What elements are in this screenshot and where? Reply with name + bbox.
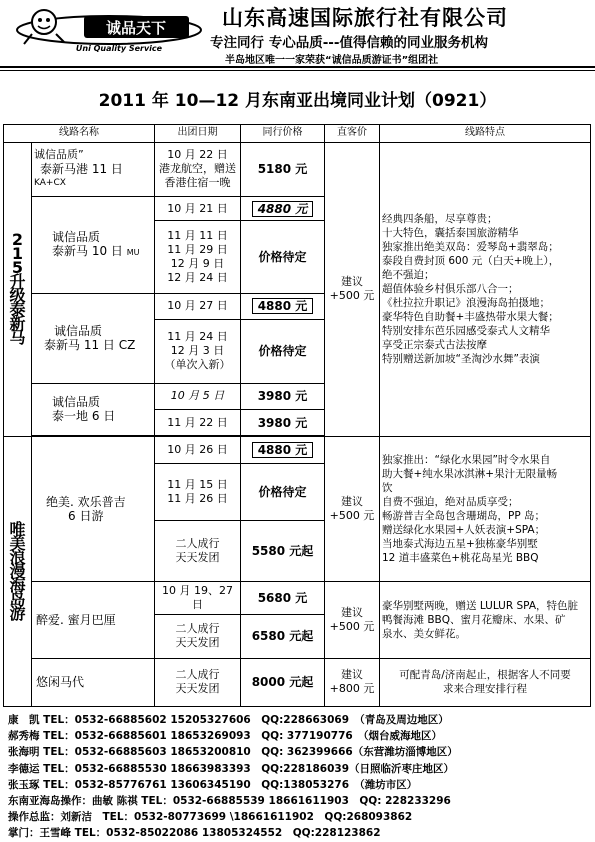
trade-price: 4880 元 [241,437,325,463]
departure-date: 11 月 15 日 11 月 26 日 [155,463,241,520]
header-rule-thin [0,70,595,71]
feature-line: 绝不强迫； [382,269,435,282]
feature-line: 超值体验乡村俱乐部八合一； [382,283,519,296]
contact-line: 康 凯 TEL：0532-66885602 15205327606 QQ:228663069 （青岛及周边地区） [8,714,449,726]
departure-date: 二人成行 天天发团 [155,520,241,581]
route-name: 诚信品质 泰一地 6 日 [32,383,155,436]
contact-list [8,712,593,842]
contact-line: 张海明 TEL：0532-66885603 18653200810 QQ: 362399666（东营潍坊淄博地区） [8,746,458,759]
trade-price: 5680 元 [241,581,325,614]
departure-date: 11 月 22 日 [155,409,241,435]
direct-price: 建议 +800 元 [325,658,380,706]
direct-price: 建议 +500 元 [325,142,380,437]
table-row [4,658,591,706]
group-label-thailand: 2 1 5 升 级 泰 新 马 [4,142,32,437]
direct-price: 建议 +500 元 [325,581,380,658]
departure-date: 10 月 27 日 [155,293,241,319]
trade-price: 价格待定 [241,221,325,293]
route-name: 悠闲马代 [32,658,155,706]
header [0,0,595,80]
header-date: 出团日期 [155,125,241,143]
departure-date: 11 月 24 日 12 月 3 日 （单次入新） [155,320,241,384]
feature-line: 12 道丰盛菜色+桃花岛星光 BBQ [382,552,539,565]
contact-line: 张玉琢 TEL：0532-85776761 13606345190 QQ:138053276 （潍坊市区） [8,778,418,791]
route-features [380,142,591,437]
departure-date: 10 月 19、27 日 [155,581,241,614]
feature-line: 求来合理安排行程 [443,683,527,696]
departure-date: 11 月 11 日 11 月 29 日 12 月 9 日 12 月 24 日 [155,221,241,293]
trade-price: 5580 元起 [241,520,325,581]
group-label-islands: 唯 美 浪 漫 海 岛 游 [4,437,32,707]
route-name: 诚信品质 泰新马 10 日 MU [32,197,155,293]
table-row [4,142,591,197]
feature-line: 当地泰式海边五星+独栋豪华别墅 [382,538,538,551]
feature-line: 《杜拉拉升职记》浪漫海岛拍摄地； [382,297,550,310]
company-slogan: 专注同行 专心品质---值得信赖的同业服务机构 [210,35,489,51]
feature-line: 特别赠送新加坡“圣淘沙水舞”表演 [382,353,540,366]
departure-date: 10 月 22 日 港龙航空，赠送 香港住宿一晚 [155,142,241,197]
feature-line: 独家推出：“绿化水果园”时令水果自 [382,454,551,467]
table-row [4,437,591,463]
contact-line: 掌门：王雪峰 TEL：0532-85022086 13805324552 QQ:228123862 [8,827,381,840]
tour-plan-table [3,124,591,707]
feature-line: 经典四条船，尽享尊贵； [382,213,498,226]
route-name: 醉爱. 蜜月巴厘 [32,581,155,658]
feature-line: 赠送绿化水果园+人妖表演+SPA； [382,524,546,537]
svg-text:诚品天下: 诚品天下 [105,19,167,37]
company-award: 半岛地区唯一一家荣获“诚信品质游证书”组团社 [225,55,439,66]
feature-line: 自费不强迫，绝对品质享受； [382,496,519,509]
route-name: 诚信品质 泰新马 11 日 CZ [32,293,155,383]
feature-line: 畅游普吉全岛包含珊瑚岛，PP 岛； [382,510,546,523]
header-direct-price: 直客价 [325,125,380,143]
departure-date: 10 月 26 日 [155,437,241,463]
header-route: 线路名称 [4,125,155,143]
departure-date: 10 月 5 日 [155,383,241,409]
feature-line: 特别安排东芭乐园感受泰式人文精华 [382,325,550,338]
route-name: 绝美. 欢乐普吉 6 日游 [32,437,155,582]
trade-price: 4880 元 [241,197,325,221]
header-trade-price: 同行价格 [241,125,325,143]
route-name: 诚信品质” 泰新马港 11 日 KA+CX [32,142,155,197]
contact-line: 东南亚海岛操作：曲敏 陈祺 TEL：0532-66885539 18661611903 QQ: 228233296 [8,795,451,808]
route-features [380,581,591,658]
header-features: 线路特点 [380,125,591,143]
company-name: 山东高速国际旅行社有限公司 [222,6,508,30]
feature-line: 泉水、美女鲜花。 [382,627,466,640]
header-rule [0,66,595,68]
route-features [380,658,591,706]
table-header-row [4,125,591,143]
feature-line: 饮 [382,482,393,495]
trade-price: 价格待定 [241,320,325,384]
feature-line: 助大餐+纯水果冰淇淋+果汁无限量畅 [382,468,558,481]
feature-line: 独家推出绝美双岛：爱琴岛+翡翠岛； [382,241,559,254]
departure-date: 10 月 21 日 [155,197,241,221]
trade-price: 价格待定 [241,463,325,520]
trade-price: 8000 元起 [241,658,325,706]
company-logo [14,4,204,54]
contact-line: 郝秀梅 TEL：0532-66885601 18653269093 QQ: 377190776 （烟台威海地区） [8,730,442,743]
feature-line: 鸭餐海滩 BBQ、蜜月花瓣床、水果、矿 [382,613,566,626]
feature-line: 豪华特色自助餐+丰盛热带水果大餐； [382,311,559,324]
feature-line: 享受正宗泰式古法按摩 [382,339,487,352]
plan-title: 2011 年 10—12 月东南亚出境同业计划（0921） [98,91,497,111]
direct-price: 建议 +500 元 [325,437,380,582]
route-features [380,437,591,582]
trade-price: 3980 元 [241,409,325,435]
feature-line: 豪华别墅两晚，赠送 LULUR SPA，特色脏 [382,599,579,612]
trade-price: 5180 元 [241,142,325,197]
departure-date: 二人成行 天天发团 [155,658,241,706]
contact-line: 操作总监：刘新洁 TEL：0532-80773699 \18661611902 QQ:268093862 [8,811,413,824]
feature-line: 可配青岛/济南起止，根据客人不同要 [399,669,571,682]
trade-price: 4880 元 [241,293,325,319]
svg-text:Uni Quality Service: Uni Quality Service [75,44,163,53]
feature-line: 十大特色，囊括泰国旅游精华 [382,227,519,240]
table-row [4,581,591,614]
trade-price: 6580 元起 [241,614,325,658]
feature-line: 泰段自费封顶 600 元（白天+晚上）， [382,255,560,268]
departure-date: 二人成行 天天发团 [155,614,241,658]
trade-price: 3980 元 [241,383,325,409]
contact-line: 李德运 TEL：0532-66885530 18663983393 QQ:228186039（日照临沂枣庄地区） [8,762,455,775]
